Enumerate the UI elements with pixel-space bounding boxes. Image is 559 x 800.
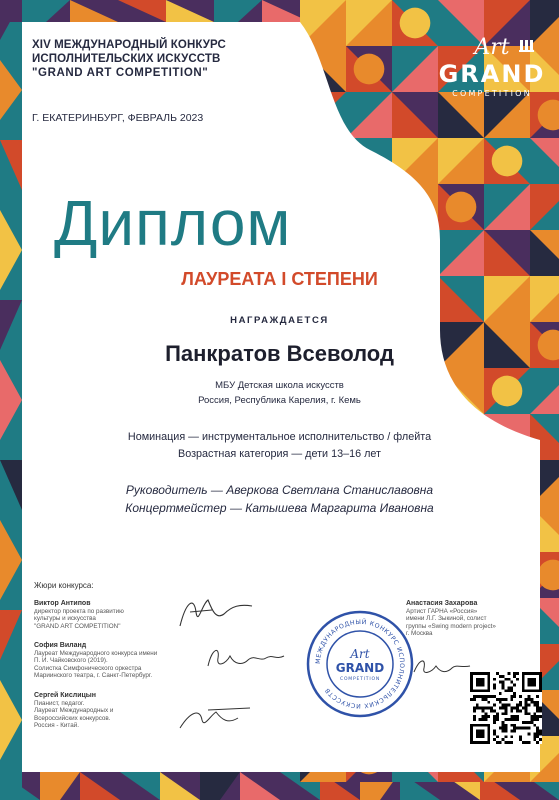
jury-member-4-name: Анастасия Захарова	[406, 600, 478, 607]
diploma-title: Диплом	[54, 187, 292, 259]
recipient-name: Панкратов Всеволод	[165, 341, 394, 366]
city-date: Г. ЕКАТЕРИНБУРГ, ФЕВРАЛЬ 2023	[32, 112, 204, 124]
jury-member-1-desc: директор проекта по развитию культуры и искусства "GRAND ART COMPETITION"	[34, 607, 124, 630]
signature-3	[178, 698, 258, 734]
qr-code-icon	[470, 672, 542, 744]
jury-title: Жюри конкурса:	[34, 581, 94, 590]
signature-2	[204, 640, 294, 676]
jury-member-2-desc: Лауреат Международного конкурса имени П. И. Чайковского (2019). Солистка Симфонического оркестра Мариинского театра, г. Санкт-Петербург.	[34, 649, 158, 680]
stamp-art-text: Art	[350, 647, 370, 661]
degree: ЛАУРЕАТА I СТЕПЕНИ	[181, 269, 378, 289]
school-location: Россия, Республика Карелия, г. Кемь	[198, 395, 361, 406]
contest-name-line1: XIV МЕЖДУНАРОДНЫЙ КОНКУРС	[32, 39, 226, 51]
jury-member-2	[34, 642, 157, 680]
jury-member-2-name: София Виланд	[34, 642, 87, 649]
jury-member-3-desc: Пианист, педагог. Лауреат Международных и Всероссийских конкурсов. Россия - Китай.	[34, 699, 114, 730]
signature-4	[412, 652, 472, 680]
awarded-label: НАГРАЖДАЕТСЯ	[230, 315, 329, 326]
official-stamp	[304, 608, 416, 720]
piano-keys-icon	[519, 40, 534, 52]
grand-art-logo	[430, 28, 554, 108]
stamp-ring-text: МЕЖДУНАРОДНЫЙ КОНКУРС ИСПОЛНИТЕЛЬСКИХ ИСКУССТВ	[314, 618, 406, 710]
school-name: МБУ Детская школа искусств	[215, 380, 344, 391]
nomination: Номинация — инструментальное исполнительство / флейта	[127, 431, 432, 443]
jury-member-3	[34, 692, 113, 730]
contest-name-line3: "GRAND ART COMPETITION"	[32, 67, 209, 79]
jury-member-4	[406, 600, 496, 638]
contest-name-line2: ИСПОЛНИТЕЛЬСКИХ ИСКУССТВ	[32, 53, 221, 65]
logo-art-text: Art	[474, 35, 510, 60]
age-category: Возрастная категория — дети 13–16 лет	[178, 448, 381, 460]
jury-member-1	[34, 600, 124, 630]
signature-1	[176, 592, 256, 632]
logo-brand-text: GRAND	[438, 60, 546, 88]
jury-member-3-name: Сергей Кислицын	[34, 692, 97, 699]
logo-sub-text: COMPETITION	[452, 89, 532, 98]
jury-member-1-name: Виктор Антипов	[34, 600, 91, 607]
leader: Руководитель — Аверкова Светлана Станиславовна	[125, 483, 434, 497]
stamp-brand-text: GRAND	[335, 661, 385, 675]
jury-member-4-desc: Артист ГАРНА «Россия» имени Л.Г. Зыкиной, солист группы «Swing modern project» г. Москва	[406, 607, 496, 638]
stamp-sub-text: COMPETITION	[340, 677, 380, 682]
accompanist: Концертмейстер — Катышева Маргарита Ивановна	[125, 501, 434, 515]
